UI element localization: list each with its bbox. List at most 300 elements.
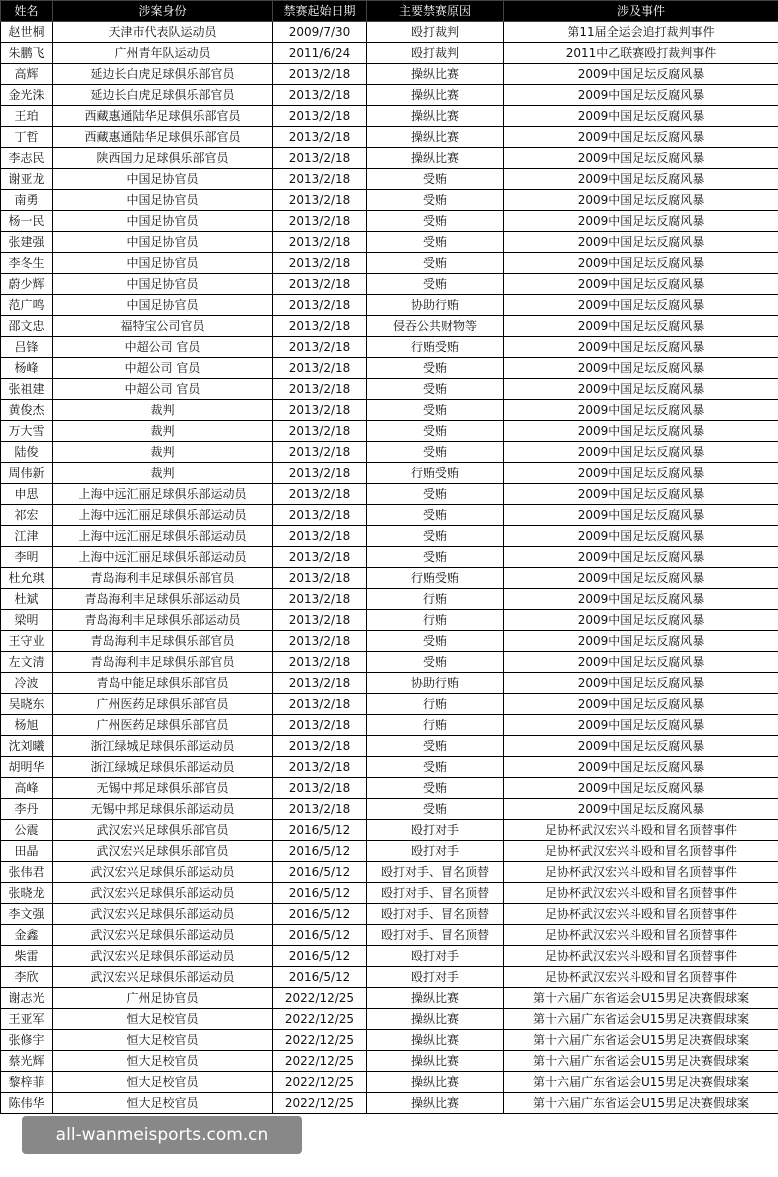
cell-role: 恒大足校官员: [53, 1030, 273, 1051]
cell-name: 杨峰: [1, 358, 53, 379]
cell-role: 陕西国力足球俱乐部官员: [53, 148, 273, 169]
cell-role: 中国足协官员: [53, 295, 273, 316]
cell-date: 2022/12/25: [273, 1051, 367, 1072]
cell-role: 中国足协官员: [53, 169, 273, 190]
cell-reason: 殴打对手、冒名顶替: [367, 904, 504, 925]
cell-role: 恒大足校官员: [53, 1072, 273, 1093]
cell-reason: 行贿受贿: [367, 568, 504, 589]
cell-role: 武汉宏兴足球俱乐部官员: [53, 820, 273, 841]
cell-date: 2009/7/30: [273, 22, 367, 43]
cell-date: 2013/2/18: [273, 568, 367, 589]
cell-role: 广州医药足球俱乐部官员: [53, 715, 273, 736]
cell-date: 2016/5/12: [273, 946, 367, 967]
cell-date: 2013/2/18: [273, 169, 367, 190]
cell-date: 2022/12/25: [273, 1072, 367, 1093]
table-row: [1, 568, 778, 589]
cell-reason: 受贿: [367, 232, 504, 253]
cell-event: 2009中国足坛反腐风暴: [504, 694, 778, 715]
cell-event: 2009中国足坛反腐风暴: [504, 778, 778, 799]
cell-event: 2009中国足坛反腐风暴: [504, 484, 778, 505]
cell-reason: 受贿: [367, 400, 504, 421]
cell-reason: 殴打对手、冒名顶替: [367, 883, 504, 904]
cell-date: 2013/2/18: [273, 463, 367, 484]
table-row: [1, 1051, 778, 1072]
cell-event: 2009中国足坛反腐风暴: [504, 316, 778, 337]
table-row: [1, 757, 778, 778]
cell-reason: 受贿: [367, 757, 504, 778]
table-row: [1, 22, 778, 43]
table-row: [1, 337, 778, 358]
table-row: [1, 631, 778, 652]
cell-role: 青岛海利丰足球俱乐部运动员: [53, 610, 273, 631]
cell-role: 福特宝公司官员: [53, 316, 273, 337]
cell-role: 中超公司 官员: [53, 358, 273, 379]
cell-event: 2009中国足坛反腐风暴: [504, 64, 778, 85]
cell-reason: 操纵比赛: [367, 85, 504, 106]
cell-event: 2009中国足坛反腐风暴: [504, 715, 778, 736]
watermark: all-wanmeisports.com.cn: [22, 1116, 302, 1154]
cell-reason: 殴打裁判: [367, 22, 504, 43]
cell-event: 2009中国足坛反腐风暴: [504, 169, 778, 190]
cell-reason: 行贿受贿: [367, 337, 504, 358]
cell-role: 中国足协官员: [53, 253, 273, 274]
table-row: [1, 736, 778, 757]
cell-name: 杜允琪: [1, 568, 53, 589]
cell-event: 2009中国足坛反腐风暴: [504, 400, 778, 421]
table-row: [1, 925, 778, 946]
header-row: [1, 1, 778, 22]
cell-role: 延边长白虎足球俱乐部官员: [53, 85, 273, 106]
table-body: [1, 22, 778, 1114]
cell-reason: 受贿: [367, 736, 504, 757]
cell-role: 青岛海利丰足球俱乐部官员: [53, 652, 273, 673]
cell-role: 中国足协官员: [53, 211, 273, 232]
cell-date: 2013/2/18: [273, 421, 367, 442]
cell-date: 2011/6/24: [273, 43, 367, 64]
cell-event: 2009中国足坛反腐风暴: [504, 652, 778, 673]
table-row: [1, 64, 778, 85]
cell-name: 蔚少辉: [1, 274, 53, 295]
cell-reason: 操纵比赛: [367, 988, 504, 1009]
cell-role: 裁判: [53, 400, 273, 421]
cell-name: 申思: [1, 484, 53, 505]
table-row: [1, 862, 778, 883]
cell-reason: 操纵比赛: [367, 1051, 504, 1072]
cell-reason: 受贿: [367, 190, 504, 211]
cell-name: 王守业: [1, 631, 53, 652]
cell-reason: 受贿: [367, 526, 504, 547]
cell-reason: 受贿: [367, 274, 504, 295]
cell-event: 2009中国足坛反腐风暴: [504, 358, 778, 379]
cell-event: 2009中国足坛反腐风暴: [504, 379, 778, 400]
cell-name: 金光洙: [1, 85, 53, 106]
cell-date: 2016/5/12: [273, 883, 367, 904]
cell-reason: 操纵比赛: [367, 106, 504, 127]
cell-date: 2013/2/18: [273, 673, 367, 694]
cell-date: 2022/12/25: [273, 988, 367, 1009]
cell-reason: 受贿: [367, 211, 504, 232]
cell-event: 第十六届广东省运会U15男足决赛假球案: [504, 988, 778, 1009]
cell-reason: 协助行贿: [367, 673, 504, 694]
cell-name: 周伟新: [1, 463, 53, 484]
cell-reason: 受贿: [367, 778, 504, 799]
table-row: [1, 463, 778, 484]
table-row: [1, 232, 778, 253]
cell-role: 青岛海利丰足球俱乐部官员: [53, 568, 273, 589]
table-row: [1, 904, 778, 925]
cell-reason: 受贿: [367, 652, 504, 673]
cell-event: 第十六届广东省运会U15男足决赛假球案: [504, 1030, 778, 1051]
cell-event: 2009中国足坛反腐风暴: [504, 736, 778, 757]
cell-name: 李丹: [1, 799, 53, 820]
cell-date: 2013/2/18: [273, 505, 367, 526]
cell-event: 2009中国足坛反腐风暴: [504, 757, 778, 778]
table-row: [1, 1009, 778, 1030]
cell-date: 2013/2/18: [273, 127, 367, 148]
cell-reason: 操纵比赛: [367, 64, 504, 85]
cell-date: 2013/2/18: [273, 652, 367, 673]
cell-name: 张晓龙: [1, 883, 53, 904]
cell-date: 2013/2/18: [273, 316, 367, 337]
table-row: [1, 988, 778, 1009]
cell-role: 恒大足校官员: [53, 1009, 273, 1030]
table-row: [1, 1030, 778, 1051]
cell-date: 2013/2/18: [273, 799, 367, 820]
cell-name: 高辉: [1, 64, 53, 85]
table-row: [1, 127, 778, 148]
cell-event: 第十六届广东省运会U15男足决赛假球案: [504, 1072, 778, 1093]
cell-date: 2013/2/18: [273, 106, 367, 127]
cell-reason: 殴打对手: [367, 967, 504, 988]
cell-role: 武汉宏兴足球俱乐部运动员: [53, 946, 273, 967]
cell-date: 2022/12/25: [273, 1030, 367, 1051]
cell-reason: 殴打对手: [367, 820, 504, 841]
cell-event: 2009中国足坛反腐风暴: [504, 106, 778, 127]
table-row: [1, 211, 778, 232]
table-row: [1, 148, 778, 169]
table-row: [1, 547, 778, 568]
cell-date: 2016/5/12: [273, 925, 367, 946]
cell-name: 张建强: [1, 232, 53, 253]
cell-role: 中国足协官员: [53, 232, 273, 253]
table-row: [1, 694, 778, 715]
cell-event: 足协杯武汉宏兴斗殴和冒名顶替事件: [504, 904, 778, 925]
table-row: [1, 484, 778, 505]
cell-name: 杨旭: [1, 715, 53, 736]
cell-name: 江津: [1, 526, 53, 547]
table-row: [1, 358, 778, 379]
cell-date: 2013/2/18: [273, 589, 367, 610]
cell-date: 2022/12/25: [273, 1009, 367, 1030]
cell-name: 李文强: [1, 904, 53, 925]
cell-role: 青岛海利丰足球俱乐部运动员: [53, 589, 273, 610]
table-row: [1, 589, 778, 610]
cell-event: 第11届全运会追打裁判事件: [504, 22, 778, 43]
cell-date: 2013/2/18: [273, 190, 367, 211]
cell-event: 2009中国足坛反腐风暴: [504, 526, 778, 547]
cell-date: 2013/2/18: [273, 484, 367, 505]
table-row: [1, 715, 778, 736]
table-row: [1, 43, 778, 64]
cell-role: 上海中远汇丽足球俱乐部运动员: [53, 505, 273, 526]
cell-reason: 受贿: [367, 169, 504, 190]
table-row: [1, 400, 778, 421]
cell-role: 武汉宏兴足球俱乐部运动员: [53, 883, 273, 904]
cell-date: 2016/5/12: [273, 967, 367, 988]
cell-role: 青岛海利丰足球俱乐部官员: [53, 631, 273, 652]
cell-role: 天津市代表队运动员: [53, 22, 273, 43]
cell-event: 第十六届广东省运会U15男足决赛假球案: [504, 1009, 778, 1030]
cell-name: 田晶: [1, 841, 53, 862]
cell-date: 2013/2/18: [273, 148, 367, 169]
cell-role: 裁判: [53, 442, 273, 463]
cell-role: 武汉宏兴足球俱乐部运动员: [53, 925, 273, 946]
cell-name: 公震: [1, 820, 53, 841]
cell-event: 2009中国足坛反腐风暴: [504, 799, 778, 820]
cell-event: 2009中国足坛反腐风暴: [504, 589, 778, 610]
table-row: [1, 169, 778, 190]
cell-event: 2011中乙联赛殴打裁判事件: [504, 43, 778, 64]
cell-event: 2009中国足坛反腐风暴: [504, 505, 778, 526]
cell-role: 恒大足校官员: [53, 1051, 273, 1072]
cell-date: 2013/2/18: [273, 400, 367, 421]
cell-date: 2013/2/18: [273, 631, 367, 652]
cell-reason: 受贿: [367, 799, 504, 820]
cell-event: 足协杯武汉宏兴斗殴和冒名顶替事件: [504, 925, 778, 946]
cell-role: 上海中远汇丽足球俱乐部运动员: [53, 484, 273, 505]
cell-name: 邵文忠: [1, 316, 53, 337]
cell-role: 上海中远汇丽足球俱乐部运动员: [53, 547, 273, 568]
cell-reason: 殴打对手: [367, 946, 504, 967]
table-row: [1, 442, 778, 463]
cell-role: 武汉宏兴足球俱乐部官员: [53, 841, 273, 862]
cell-reason: 行贿受贿: [367, 463, 504, 484]
cell-name: 李志民: [1, 148, 53, 169]
cell-name: 张祖建: [1, 379, 53, 400]
table-row: [1, 1072, 778, 1093]
cell-date: 2013/2/18: [273, 757, 367, 778]
cell-date: 2013/2/18: [273, 778, 367, 799]
cell-date: 2016/5/12: [273, 820, 367, 841]
cell-name: 范广鸣: [1, 295, 53, 316]
cell-name: 万大雪: [1, 421, 53, 442]
header-role: 涉案身份: [53, 1, 273, 22]
cell-name: 沈刘曦: [1, 736, 53, 757]
cell-reason: 操纵比赛: [367, 1072, 504, 1093]
cell-event: 2009中国足坛反腐风暴: [504, 295, 778, 316]
cell-event: 2009中国足坛反腐风暴: [504, 631, 778, 652]
table-row: [1, 967, 778, 988]
table-row: [1, 778, 778, 799]
cell-event: 2009中国足坛反腐风暴: [504, 568, 778, 589]
table-row: [1, 421, 778, 442]
cell-name: 谢亚龙: [1, 169, 53, 190]
cell-reason: 受贿: [367, 547, 504, 568]
cell-date: 2013/2/18: [273, 547, 367, 568]
table-row: [1, 610, 778, 631]
cell-reason: 受贿: [367, 253, 504, 274]
cell-role: 中超公司 官员: [53, 379, 273, 400]
cell-reason: 受贿: [367, 484, 504, 505]
cell-role: 中超公司 官员: [53, 337, 273, 358]
cell-date: 2013/2/18: [273, 274, 367, 295]
cell-name: 朱鹏飞: [1, 43, 53, 64]
cell-name: 赵世桐: [1, 22, 53, 43]
cell-reason: 受贿: [367, 631, 504, 652]
cell-reason: 受贿: [367, 442, 504, 463]
cell-name: 梁明: [1, 610, 53, 631]
cell-event: 2009中国足坛反腐风暴: [504, 127, 778, 148]
table-row: [1, 883, 778, 904]
cell-name: 张伟君: [1, 862, 53, 883]
cell-event: 2009中国足坛反腐风暴: [504, 421, 778, 442]
cell-reason: 操纵比赛: [367, 1030, 504, 1051]
cell-event: 2009中国足坛反腐风暴: [504, 442, 778, 463]
cell-date: 2013/2/18: [273, 610, 367, 631]
cell-event: 2009中国足坛反腐风暴: [504, 253, 778, 274]
cell-reason: 殴打裁判: [367, 43, 504, 64]
table-row: [1, 505, 778, 526]
cell-name: 丁哲: [1, 127, 53, 148]
cell-event: 2009中国足坛反腐风暴: [504, 274, 778, 295]
cell-name: 张修宇: [1, 1030, 53, 1051]
cell-role: 浙江绿城足球俱乐部运动员: [53, 757, 273, 778]
cell-event: 2009中国足坛反腐风暴: [504, 337, 778, 358]
cell-name: 黄俊杰: [1, 400, 53, 421]
cell-role: 无锡中邦足球俱乐部运动员: [53, 799, 273, 820]
table-row: [1, 379, 778, 400]
cell-date: 2013/2/18: [273, 211, 367, 232]
cell-role: 浙江绿城足球俱乐部运动员: [53, 736, 273, 757]
cell-date: 2013/2/18: [273, 694, 367, 715]
cell-reason: 操纵比赛: [367, 148, 504, 169]
cell-role: 青岛中能足球俱乐部官员: [53, 673, 273, 694]
table-row: [1, 85, 778, 106]
table-row: [1, 799, 778, 820]
cell-reason: 操纵比赛: [367, 1009, 504, 1030]
cell-reason: 受贿: [367, 421, 504, 442]
cell-date: 2013/2/18: [273, 715, 367, 736]
cell-role: 无锡中邦足球俱乐部官员: [53, 778, 273, 799]
cell-name: 谢志光: [1, 988, 53, 1009]
cell-role: 西藏惠通陆华足球俱乐部官员: [53, 106, 273, 127]
cell-reason: 操纵比赛: [367, 1093, 504, 1114]
cell-reason: 操纵比赛: [367, 127, 504, 148]
cell-name: 王珀: [1, 106, 53, 127]
cell-date: 2013/2/18: [273, 295, 367, 316]
table-row: [1, 253, 778, 274]
cell-date: 2013/2/18: [273, 85, 367, 106]
cell-name: 李欣: [1, 967, 53, 988]
cell-role: 中国足协官员: [53, 190, 273, 211]
cell-date: 2013/2/18: [273, 526, 367, 547]
cell-name: 南勇: [1, 190, 53, 211]
cell-name: 金鑫: [1, 925, 53, 946]
cell-name: 李明: [1, 547, 53, 568]
cell-event: 2009中国足坛反腐风暴: [504, 211, 778, 232]
table-row: [1, 316, 778, 337]
cell-name: 王亚军: [1, 1009, 53, 1030]
cell-reason: 协助行贿: [367, 295, 504, 316]
cell-reason: 行贿: [367, 694, 504, 715]
cell-date: 2013/2/18: [273, 442, 367, 463]
cell-date: 2013/2/18: [273, 64, 367, 85]
cell-role: 武汉宏兴足球俱乐部运动员: [53, 967, 273, 988]
cell-name: 蔡光辉: [1, 1051, 53, 1072]
header-event: 涉及事件: [504, 1, 778, 22]
cell-date: 2013/2/18: [273, 337, 367, 358]
cell-name: 黎梓菲: [1, 1072, 53, 1093]
cell-name: 冷波: [1, 673, 53, 694]
cell-reason: 殴打对手、冒名顶替: [367, 925, 504, 946]
table-row: [1, 526, 778, 547]
cell-event: 足协杯武汉宏兴斗殴和冒名顶替事件: [504, 967, 778, 988]
header-name: 姓名: [1, 1, 53, 22]
cell-role: 广州足协官员: [53, 988, 273, 1009]
cell-name: 杨一民: [1, 211, 53, 232]
cell-name: 吕锋: [1, 337, 53, 358]
cell-date: 2016/5/12: [273, 841, 367, 862]
cell-event: 足协杯武汉宏兴斗殴和冒名顶替事件: [504, 820, 778, 841]
cell-date: 2013/2/18: [273, 358, 367, 379]
table-row: [1, 106, 778, 127]
cell-role: 中国足协官员: [53, 274, 273, 295]
cell-event: 2009中国足坛反腐风暴: [504, 232, 778, 253]
cell-event: 第十六届广东省运会U15男足决赛假球案: [504, 1093, 778, 1114]
cell-role: 广州青年队运动员: [53, 43, 273, 64]
cell-date: 2022/12/25: [273, 1093, 367, 1114]
cell-date: 2016/5/12: [273, 904, 367, 925]
cell-reason: 行贿: [367, 610, 504, 631]
cell-name: 陆俊: [1, 442, 53, 463]
cell-role: 恒大足校官员: [53, 1093, 273, 1114]
cell-event: 足协杯武汉宏兴斗殴和冒名顶替事件: [504, 946, 778, 967]
cell-date: 2013/2/18: [273, 736, 367, 757]
cell-event: 2009中国足坛反腐风暴: [504, 610, 778, 631]
cell-event: 2009中国足坛反腐风暴: [504, 148, 778, 169]
table-row: [1, 295, 778, 316]
cell-event: 足协杯武汉宏兴斗殴和冒名顶替事件: [504, 883, 778, 904]
header-reason: 主要禁赛原因: [367, 1, 504, 22]
cell-name: 陈伟华: [1, 1093, 53, 1114]
cell-event: 2009中国足坛反腐风暴: [504, 463, 778, 484]
cell-reason: 殴打对手: [367, 841, 504, 862]
cell-reason: 侵吞公共财物等: [367, 316, 504, 337]
cell-name: 李冬生: [1, 253, 53, 274]
cell-name: 柴雷: [1, 946, 53, 967]
table-row: [1, 1093, 778, 1114]
table-row: [1, 946, 778, 967]
cell-date: 2013/2/18: [273, 232, 367, 253]
cell-name: 祁宏: [1, 505, 53, 526]
table-row: [1, 673, 778, 694]
cell-date: 2013/2/18: [273, 379, 367, 400]
table-row: [1, 841, 778, 862]
cell-name: 吴晓东: [1, 694, 53, 715]
cell-name: 胡明华: [1, 757, 53, 778]
cell-role: 上海中远汇丽足球俱乐部运动员: [53, 526, 273, 547]
header-date: 禁赛起始日期: [273, 1, 367, 22]
cell-role: 西藏惠通陆华足球俱乐部官员: [53, 127, 273, 148]
cell-role: 武汉宏兴足球俱乐部运动员: [53, 904, 273, 925]
cell-event: 2009中国足坛反腐风暴: [504, 673, 778, 694]
cell-reason: 受贿: [367, 358, 504, 379]
cell-role: 广州医药足球俱乐部官员: [53, 694, 273, 715]
cell-role: 裁判: [53, 421, 273, 442]
cell-reason: 受贿: [367, 505, 504, 526]
cell-event: 第十六届广东省运会U15男足决赛假球案: [504, 1051, 778, 1072]
cell-name: 高峰: [1, 778, 53, 799]
